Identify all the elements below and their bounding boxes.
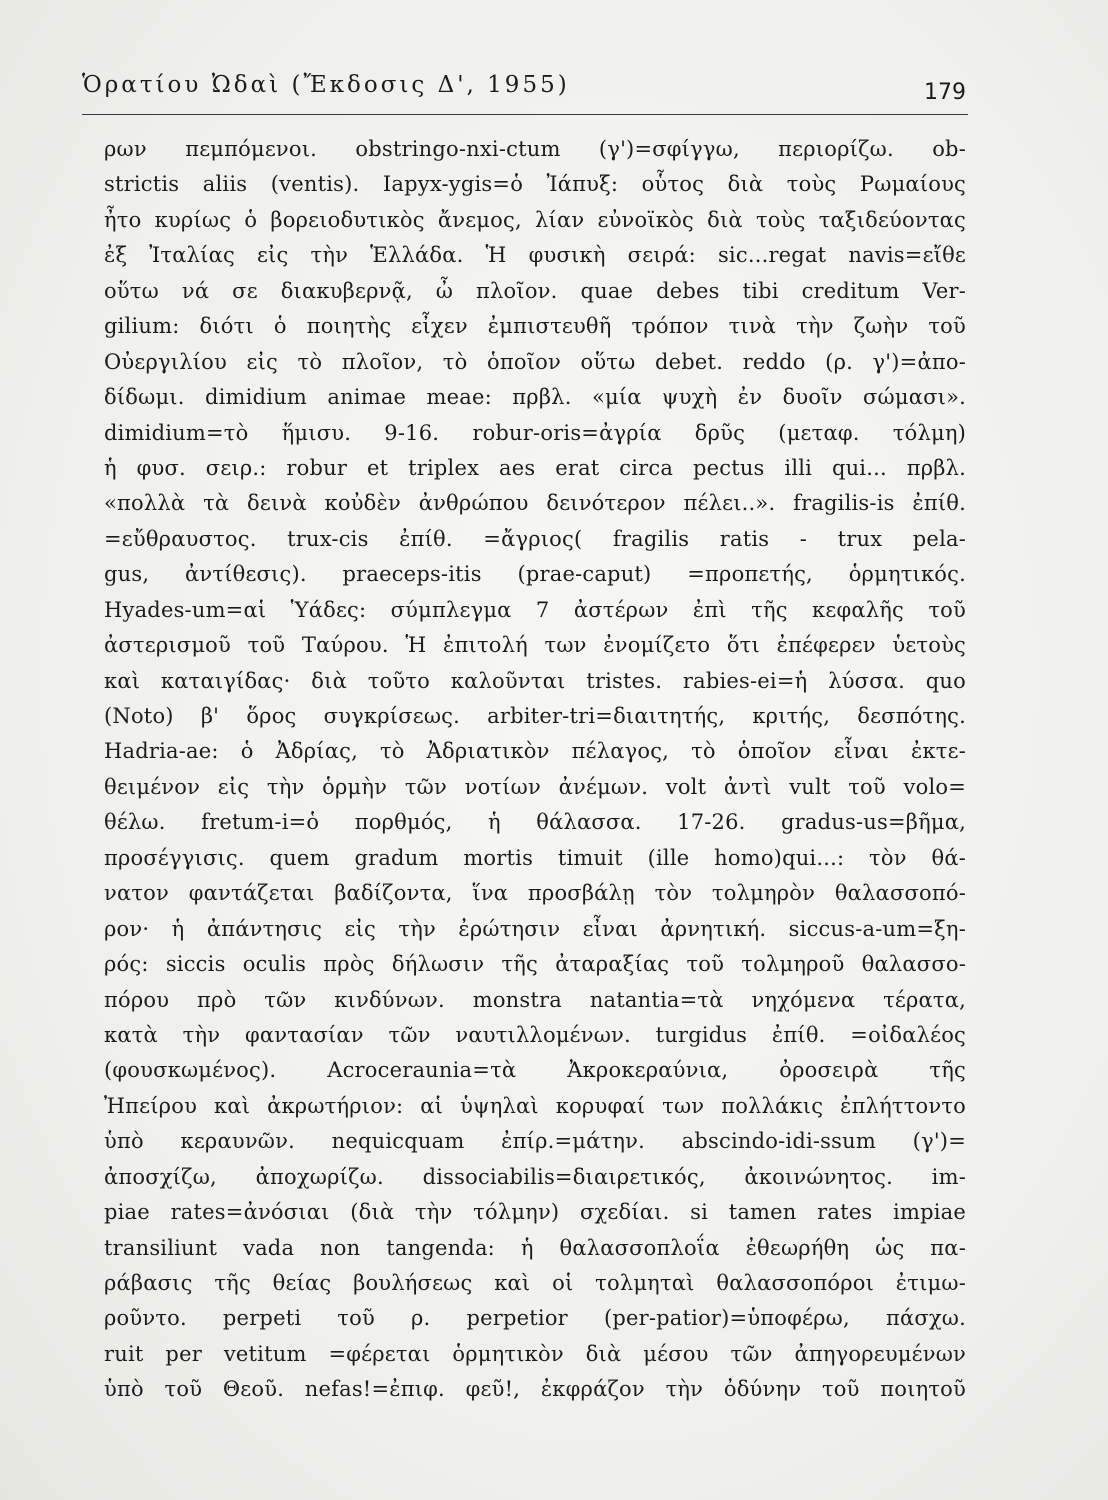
header-rule bbox=[82, 114, 968, 115]
text-line: gilium: διότι ὁ ποιητὴς εἶχεν ἐμπιστευθῆ τρόπον τινὰ τὴν ζωὴν τοῦ bbox=[104, 314, 966, 339]
text-line: καὶ καταιγίδας· διὰ τοῦτο καλοῦνται tristes. rabies-ei=ἡ λύσσα. quo bbox=[104, 668, 966, 693]
text-line: gus, ἀντίθεσις). praeceps-itis (prae-caput) =προπετής, ὁρμητικός. bbox=[104, 562, 966, 587]
text-line: κατὰ τὴν φαντασίαν τῶν ναυτιλλομένων. turgidus ἐπίθ. =οἰδαλέος bbox=[104, 1022, 966, 1047]
text-line: νατον φαντάζεται βαδίζοντα, ἵνα προσβάλῃ τὸν τολμηρὸν θαλασσοπό- bbox=[104, 881, 966, 906]
text-line: =εὔθραυστος. trux-cis ἐπίθ. =ἄγριος( fragilis ratis - trux pela- bbox=[104, 526, 966, 551]
text-line: ρός: siccis oculis πρὸς δήλωσιν τῆς ἀταραξίας τοῦ τολμηροῦ θαλασσο- bbox=[104, 952, 966, 977]
text-line: ρον· ἡ ἀπάντησις εἰς τὴν ἐρώτησιν εἶναι ἀρνητική. siccus-a-um=ξη- bbox=[104, 916, 966, 941]
text-line: dimidium=τὸ ἥμισυ. 9-16. robur-oris=ἀγρία δρῦς (μεταφ. τόλμη) bbox=[104, 420, 966, 445]
text-line: ὑπὸ τοῦ Θεοῦ. nefas!=ἐπιφ. φεῦ!, ἐκφράζον τὴν ὀδύνην τοῦ ποιητοῦ bbox=[104, 1377, 966, 1402]
running-head bbox=[82, 68, 968, 108]
text-line: ἀστερισμοῦ τοῦ Ταύρου. Ἡ ἐπιτολή των ἐνομίζετο ὅτι ἐπέφερεν ὑετοὺς bbox=[104, 633, 966, 658]
text-line bbox=[104, 1408, 966, 1443]
text-line: προσέγγισις. quem gradum mortis timuit (ille homo)qui...: τὸν θά- bbox=[104, 845, 966, 870]
text-line: transiliunt vada non tangenda: ἡ θαλασσοπλοΐα ἐθεωρήθη ὡς πα- bbox=[104, 1235, 966, 1260]
text-line: ἦτο κυρίως ὁ βορειοδυτικὸς ἄνεμος, λίαν εὐνοϊκὸς διὰ τοὺς ταξιδεύοντας bbox=[104, 207, 966, 232]
page-number: 179 bbox=[924, 80, 966, 105]
text-line: Hadria-ae: ὁ Ἀδρίας, τὸ Ἀδριατικὸν πέλαγος, τὸ ὁποῖον εἶναι ἐκτε- bbox=[104, 739, 966, 764]
text-line: ροῦντο. perpeti τοῦ ρ. perpetior (per-patior)=ὑποφέρω, πάσχω. bbox=[104, 1306, 966, 1331]
text-line: Hyades-um=αἱ Ὑάδες: σύμπλεγμα 7 ἀστέρων ἐπὶ τῆς κεφαλῆς τοῦ bbox=[104, 597, 966, 622]
text-line: θέλω. fretum-i=ὁ πορθμός, ἡ θάλασσα. 17-26. gradus-us=βῆμα, bbox=[104, 810, 966, 835]
text-line: ρων πεμπόμενοι. obstringo-nxi-ctum (γ')=σφίγγω, περιορίζω. ob- bbox=[104, 137, 966, 161]
text-line: πόρου πρὸ τῶν κινδύνων. monstra natantia=τὰ νηχόμενα τέρατα, bbox=[104, 987, 966, 1012]
text-line: οὕτω νά σε διακυβερνᾷ, ὦ πλοῖον. quae debes tibi creditum Ver- bbox=[104, 278, 966, 303]
text-line: (φουσκωμένος). Acroceraunia=τὰ Ἀκροκεραύνια, ὀροσειρὰ τῆς bbox=[104, 1058, 966, 1083]
text-line: ἐξ Ἰταλίας εἰς τὴν Ἑλλάδα. Ἡ φυσικὴ σειρά: sic...regat navis=εἴθε bbox=[104, 243, 966, 268]
text-line: ράβασις τῆς θείας βουλήσεως καὶ οἱ τολμηταὶ θαλασσοπόροι ἐτιμω- bbox=[104, 1271, 966, 1295]
text-line: Οὐεργιλίου εἰς τὸ πλοῖον, τὸ ὁποῖον οὕτω debet. reddo (ρ. γ')=ἀπο- bbox=[104, 349, 966, 374]
text-line: (Noto) β' ὅρος συγκρίσεως. arbiter-tri=διαιτητής, κριτής, δεσπότης. bbox=[104, 704, 966, 728]
commentary-text bbox=[104, 132, 966, 1472]
text-line: ruit per vetitum =φέρεται ὁρμητικὸν διὰ μέσου τῶν ἀπηγορευμένων bbox=[104, 1341, 966, 1366]
text-line: ὑπὸ κεραυνῶν. nequicquam ἐπίρ.=μάτην. abscindo-idi-ssum (γ')= bbox=[104, 1129, 966, 1154]
running-title: Ὁρατίου Ὠδαὶ (Ἔκδοσις Δ', 1955) bbox=[82, 72, 570, 98]
text-line: «πολλὰ τὰ δεινὰ κοὐδὲν ἀνθρώπου δεινότερον πέλει..». fragilis-is ἐπίθ. bbox=[104, 491, 966, 516]
text-line: ἀποσχίζω, ἀποχωρίζω. dissociabilis=διαιρετικός, ἀκοινώνητος. im- bbox=[104, 1164, 966, 1189]
text-line: strictis aliis (ventis). Iapyx-ygis=ὁ Ἰάπυξ: οὗτος διὰ τοὺς Ρωμαίους bbox=[104, 172, 966, 197]
text-line: δίδωμι. dimidium animae meae: πρβλ. «μία ψυχὴ ἐν δυοῖν σώμασι». bbox=[104, 385, 966, 410]
text-line: ἡ φυσ. σειρ.: robur et triplex aes erat circa pectus illi qui... πρβλ. bbox=[104, 455, 966, 480]
text-line: Ἠπείρου καὶ ἀκρωτήριον: αἱ ὑψηλαὶ κορυφαί των πολλάκις ἐπλήττοντο bbox=[104, 1093, 966, 1118]
text-line: θειμένον εἰς τὴν ὁρμὴν τῶν νοτίων ἀνέμων. volt ἀντὶ vult τοῦ volo= bbox=[104, 774, 966, 799]
text-line: piae rates=ἀνόσιαι (διὰ τὴν τόλμην) σχεδίαι. si tamen rates impiae bbox=[104, 1200, 966, 1225]
